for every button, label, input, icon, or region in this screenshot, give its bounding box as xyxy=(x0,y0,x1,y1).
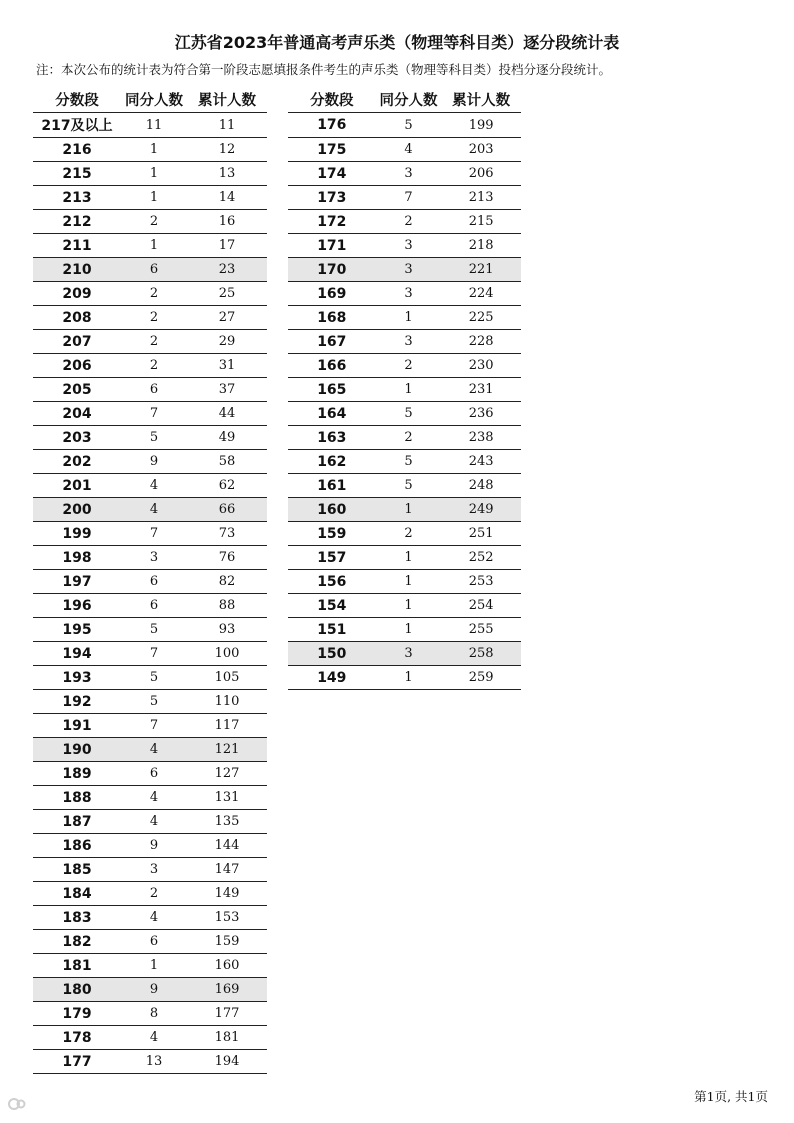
count-cell: 3 xyxy=(404,238,413,253)
cumulative-cell: 228 xyxy=(468,334,494,349)
table-row xyxy=(33,498,267,522)
cumulative-cell: 117 xyxy=(214,718,240,733)
score-cell: 193 xyxy=(62,669,92,686)
cumulative-cell: 230 xyxy=(468,358,494,373)
score-cell: 184 xyxy=(62,885,92,902)
score-cell: 187 xyxy=(62,813,92,830)
count-cell: 13 xyxy=(145,1054,163,1069)
table-row xyxy=(33,426,267,450)
count-cell: 1 xyxy=(404,670,413,685)
cumulative-cell: 243 xyxy=(468,454,494,469)
cumulative-cell: 66 xyxy=(218,502,236,517)
table-row xyxy=(33,906,267,930)
header-cumulative: 累计人数 xyxy=(198,92,256,109)
table-row xyxy=(33,714,267,738)
cumulative-cell: 215 xyxy=(468,214,494,229)
count-cell: 1 xyxy=(404,622,413,637)
table-row xyxy=(288,666,521,690)
table-row xyxy=(288,282,521,306)
table-row xyxy=(33,138,267,162)
cumulative-cell: 88 xyxy=(218,598,236,613)
score-cell: 159 xyxy=(317,525,347,542)
table-row xyxy=(33,738,267,762)
count-cell: 3 xyxy=(404,262,413,277)
score-cell: 190 xyxy=(62,741,92,758)
table-row xyxy=(288,402,521,426)
table-row xyxy=(288,594,521,618)
score-cell: 174 xyxy=(317,165,347,182)
count-cell: 1 xyxy=(404,310,413,325)
score-cell: 151 xyxy=(317,621,347,638)
count-cell: 2 xyxy=(404,430,413,445)
count-cell: 2 xyxy=(149,334,159,349)
cumulative-cell: 17 xyxy=(218,238,236,253)
cumulative-cell: 44 xyxy=(218,406,236,421)
table-row xyxy=(33,354,267,378)
count-cell: 5 xyxy=(149,670,159,685)
count-cell: 1 xyxy=(149,166,159,181)
count-cell: 11 xyxy=(145,117,163,133)
count-cell: 1 xyxy=(149,958,159,973)
table-row xyxy=(33,930,267,954)
count-cell: 1 xyxy=(149,238,159,253)
score-cell: 154 xyxy=(317,597,347,614)
header-score: 分数段 xyxy=(310,92,354,109)
cumulative-cell: 255 xyxy=(468,622,494,637)
table-row xyxy=(288,354,521,378)
score-cell: 194 xyxy=(62,645,92,662)
cumulative-cell: 110 xyxy=(214,694,240,709)
cumulative-cell: 76 xyxy=(218,550,236,565)
cumulative-cell: 203 xyxy=(468,142,494,157)
cumulative-cell: 177 xyxy=(214,1006,240,1021)
score-cell: 186 xyxy=(62,837,92,854)
cumulative-cell: 58 xyxy=(218,454,236,469)
cumulative-cell: 238 xyxy=(468,430,494,445)
table-row xyxy=(33,210,267,234)
table-row xyxy=(33,522,267,546)
count-cell: 3 xyxy=(404,166,413,181)
cumulative-cell: 100 xyxy=(214,646,240,661)
cumulative-cell: 49 xyxy=(218,430,236,445)
table-row xyxy=(288,522,521,546)
score-cell: 210 xyxy=(62,261,92,278)
count-cell: 4 xyxy=(149,1030,159,1045)
cumulative-cell: 206 xyxy=(468,166,494,181)
cumulative-cell: 144 xyxy=(214,838,240,853)
count-cell: 7 xyxy=(149,718,159,733)
cumulative-cell: 224 xyxy=(468,286,494,301)
score-cell: 183 xyxy=(62,909,92,926)
table-row xyxy=(288,162,521,186)
score-table-right xyxy=(288,86,521,690)
cumulative-cell: 253 xyxy=(468,574,494,589)
score-cell: 181 xyxy=(62,957,92,974)
score-cell: 197 xyxy=(62,573,92,590)
table-row xyxy=(33,642,267,666)
score-cell: 180 xyxy=(62,981,92,998)
count-cell: 5 xyxy=(404,117,413,133)
count-cell: 5 xyxy=(404,406,413,421)
table-row xyxy=(288,570,521,594)
table-row xyxy=(33,546,267,570)
table-header xyxy=(288,86,521,113)
table-row xyxy=(33,1050,267,1074)
cumulative-cell: 127 xyxy=(214,766,240,781)
count-cell: 7 xyxy=(149,406,159,421)
cumulative-cell: 14 xyxy=(218,190,236,205)
count-cell: 2 xyxy=(404,526,413,541)
cumulative-cell: 31 xyxy=(218,358,236,373)
count-cell: 4 xyxy=(404,142,413,157)
table-header xyxy=(33,86,267,113)
count-cell: 6 xyxy=(149,934,159,949)
score-cell: 166 xyxy=(317,357,347,374)
count-cell: 2 xyxy=(149,358,159,373)
score-cell: 200 xyxy=(62,501,92,518)
cumulative-cell: 147 xyxy=(214,862,240,877)
table-row xyxy=(33,186,267,210)
cumulative-cell: 249 xyxy=(468,502,494,517)
header-score: 分数段 xyxy=(55,92,99,109)
table-row xyxy=(33,810,267,834)
count-cell: 6 xyxy=(149,598,159,613)
table-row xyxy=(288,426,521,450)
page-footer: 第1页, 共1页 xyxy=(694,1089,768,1104)
score-cell: 209 xyxy=(62,285,92,302)
table-row xyxy=(33,450,267,474)
table-row xyxy=(288,474,521,498)
table-row xyxy=(33,786,267,810)
table-row xyxy=(33,378,267,402)
score-cell: 211 xyxy=(62,237,92,254)
table-row xyxy=(288,258,521,282)
score-cell: 179 xyxy=(62,1005,92,1022)
score-cell: 198 xyxy=(62,549,92,566)
watermark-logo xyxy=(8,1096,26,1112)
cumulative-cell: 252 xyxy=(468,550,494,565)
table-row xyxy=(288,138,521,162)
score-cell: 196 xyxy=(62,597,92,614)
count-cell: 1 xyxy=(404,502,413,517)
score-cell: 185 xyxy=(62,861,92,878)
cumulative-cell: 254 xyxy=(468,598,494,613)
count-cell: 6 xyxy=(149,262,159,277)
cumulative-cell: 27 xyxy=(218,310,236,325)
cumulative-cell: 12 xyxy=(218,142,236,157)
count-cell: 4 xyxy=(149,502,159,517)
table-row xyxy=(288,113,521,138)
score-cell: 149 xyxy=(317,669,347,686)
count-cell: 6 xyxy=(149,766,159,781)
table-row xyxy=(288,450,521,474)
score-cell: 164 xyxy=(317,405,347,422)
cumulative-cell: 82 xyxy=(218,574,236,589)
score-cell: 182 xyxy=(62,933,92,950)
table-row xyxy=(288,186,521,210)
cumulative-cell: 16 xyxy=(218,214,236,229)
score-cell: 208 xyxy=(62,309,92,326)
count-cell: 1 xyxy=(404,550,413,565)
score-table-left xyxy=(33,86,267,1074)
table-row xyxy=(33,258,267,282)
count-cell: 2 xyxy=(149,310,159,325)
table-row xyxy=(33,402,267,426)
table-row xyxy=(288,210,521,234)
cumulative-cell: 11 xyxy=(218,117,236,133)
cumulative-cell: 258 xyxy=(468,646,494,661)
count-cell: 9 xyxy=(149,982,159,997)
cumulative-cell: 37 xyxy=(218,382,236,397)
count-cell: 5 xyxy=(149,622,159,637)
cumulative-cell: 153 xyxy=(214,910,240,925)
table-row xyxy=(33,834,267,858)
score-cell: 204 xyxy=(62,405,92,422)
score-cell: 206 xyxy=(62,357,92,374)
score-cell: 172 xyxy=(317,213,347,230)
table-row xyxy=(33,330,267,354)
table-row xyxy=(33,234,267,258)
cumulative-cell: 160 xyxy=(214,958,240,973)
score-cell: 176 xyxy=(317,117,347,133)
count-cell: 2 xyxy=(404,214,413,229)
score-cell: 215 xyxy=(62,165,92,182)
cumulative-cell: 121 xyxy=(214,742,240,757)
note-text: 注：本次公布的统计表为符合第一阶段志愿填报条件考生的声乐类（物理等科目类）投档分逐分段统计。 xyxy=(36,62,612,77)
score-cell: 203 xyxy=(62,429,92,446)
count-cell: 3 xyxy=(149,862,159,877)
score-cell: 205 xyxy=(62,381,92,398)
table-row xyxy=(288,234,521,258)
score-cell: 212 xyxy=(62,213,92,230)
table-row xyxy=(33,666,267,690)
header-count: 同分人数 xyxy=(125,92,183,109)
count-cell: 5 xyxy=(149,694,159,709)
cumulative-cell: 251 xyxy=(468,526,494,541)
table-row xyxy=(33,978,267,1002)
table-row xyxy=(288,642,521,666)
table-row xyxy=(33,306,267,330)
score-cell: 213 xyxy=(62,189,92,206)
cumulative-cell: 248 xyxy=(468,478,494,493)
count-cell: 7 xyxy=(404,190,413,205)
cumulative-cell: 194 xyxy=(214,1054,240,1069)
count-cell: 6 xyxy=(149,574,159,589)
cumulative-cell: 236 xyxy=(468,406,494,421)
table-row xyxy=(33,762,267,786)
score-cell: 202 xyxy=(62,453,92,470)
page-title: 江苏省2023年普通高考声乐类（物理等科目类）逐分段统计表 xyxy=(174,33,620,52)
count-cell: 9 xyxy=(149,454,159,469)
cumulative-cell: 169 xyxy=(214,982,240,997)
table-row xyxy=(288,546,521,570)
cumulative-cell: 105 xyxy=(214,670,240,685)
cumulative-cell: 131 xyxy=(214,790,240,805)
score-cell: 171 xyxy=(317,237,347,254)
cumulative-cell: 149 xyxy=(214,886,240,901)
count-cell: 1 xyxy=(404,598,413,613)
table-row xyxy=(33,954,267,978)
score-cell: 216 xyxy=(62,141,92,158)
count-cell: 9 xyxy=(149,838,159,853)
cumulative-cell: 73 xyxy=(218,526,236,541)
cumulative-cell: 213 xyxy=(468,190,494,205)
count-cell: 3 xyxy=(404,286,413,301)
table-row xyxy=(33,594,267,618)
cumulative-cell: 13 xyxy=(218,166,236,181)
table-row xyxy=(33,690,267,714)
table-row xyxy=(288,378,521,402)
score-cell: 191 xyxy=(62,717,92,734)
table-row xyxy=(33,113,267,138)
table-row xyxy=(33,858,267,882)
score-cell: 168 xyxy=(317,309,347,326)
score-cell: 167 xyxy=(317,333,347,350)
count-cell: 2 xyxy=(404,358,413,373)
table-row xyxy=(33,618,267,642)
count-cell: 4 xyxy=(149,478,159,493)
cumulative-cell: 25 xyxy=(218,286,236,301)
score-cell: 195 xyxy=(62,621,92,638)
count-cell: 4 xyxy=(149,814,159,829)
count-cell: 1 xyxy=(404,574,413,589)
count-cell: 1 xyxy=(149,190,159,205)
score-cell: 160 xyxy=(317,501,347,518)
score-cell: 188 xyxy=(62,789,92,806)
header-cumulative: 累计人数 xyxy=(452,92,511,109)
score-cell: 169 xyxy=(317,285,347,302)
count-cell: 3 xyxy=(149,550,159,565)
count-cell: 1 xyxy=(149,142,159,157)
cumulative-cell: 159 xyxy=(214,934,240,949)
count-cell: 7 xyxy=(149,526,159,541)
table-row xyxy=(33,162,267,186)
count-cell: 4 xyxy=(149,910,159,925)
cumulative-cell: 93 xyxy=(218,622,236,637)
cumulative-cell: 199 xyxy=(468,117,494,133)
count-cell: 7 xyxy=(149,646,159,661)
table-row xyxy=(288,306,521,330)
count-cell: 5 xyxy=(149,430,159,445)
count-cell: 1 xyxy=(404,382,413,397)
table-row xyxy=(288,330,521,354)
count-cell: 2 xyxy=(149,214,159,229)
count-cell: 2 xyxy=(149,286,159,301)
score-cell: 173 xyxy=(317,189,347,206)
table-row xyxy=(288,618,521,642)
cumulative-cell: 29 xyxy=(218,334,236,349)
score-cell: 207 xyxy=(62,333,92,350)
score-cell: 163 xyxy=(317,429,347,446)
table-row xyxy=(33,570,267,594)
score-cell: 189 xyxy=(62,765,92,782)
count-cell: 4 xyxy=(149,742,159,757)
count-cell: 2 xyxy=(149,886,159,901)
count-cell: 3 xyxy=(404,334,413,349)
score-cell: 170 xyxy=(317,261,347,278)
cumulative-cell: 23 xyxy=(218,262,236,277)
watermark-icon xyxy=(8,1097,26,1111)
cumulative-cell: 218 xyxy=(468,238,494,253)
count-cell: 5 xyxy=(404,478,413,493)
score-cell: 157 xyxy=(317,549,347,566)
header-count: 同分人数 xyxy=(379,92,438,109)
score-cell: 217及以上 xyxy=(41,118,113,134)
table-row xyxy=(33,282,267,306)
count-cell: 3 xyxy=(404,646,413,661)
table-row xyxy=(33,882,267,906)
count-cell: 5 xyxy=(404,454,413,469)
cumulative-cell: 62 xyxy=(218,478,236,493)
score-cell: 175 xyxy=(317,141,347,158)
cumulative-cell: 231 xyxy=(468,382,494,397)
count-cell: 8 xyxy=(149,1006,159,1021)
score-cell: 162 xyxy=(317,453,347,470)
cumulative-cell: 181 xyxy=(214,1030,240,1045)
table-row xyxy=(33,1002,267,1026)
table-row xyxy=(33,1026,267,1050)
cumulative-cell: 225 xyxy=(468,310,494,325)
score-cell: 156 xyxy=(317,573,347,590)
score-cell: 165 xyxy=(317,381,347,398)
table-row xyxy=(33,474,267,498)
score-cell: 178 xyxy=(62,1029,92,1046)
cumulative-cell: 259 xyxy=(468,670,494,685)
score-cell: 199 xyxy=(62,525,92,542)
score-cell: 201 xyxy=(62,477,92,494)
count-cell: 6 xyxy=(149,382,159,397)
count-cell: 4 xyxy=(149,790,159,805)
score-cell: 161 xyxy=(317,477,347,494)
score-cell: 177 xyxy=(62,1053,92,1070)
score-cell: 150 xyxy=(317,645,347,662)
table-row xyxy=(288,498,521,522)
cumulative-cell: 221 xyxy=(468,262,494,277)
score-cell: 192 xyxy=(62,693,92,710)
cumulative-cell: 135 xyxy=(214,814,240,829)
